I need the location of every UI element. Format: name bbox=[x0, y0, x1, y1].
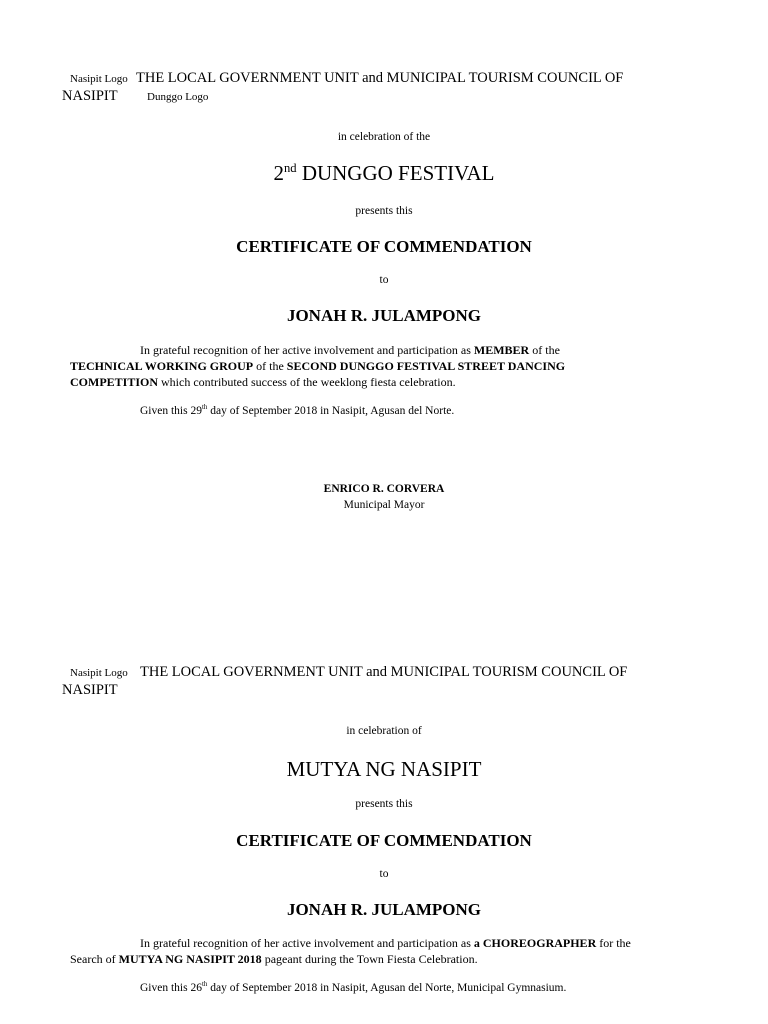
body-bold: a CHOREOGRAPHER bbox=[473, 936, 597, 950]
certificate-title: CERTIFICATE OF COMMENDATION bbox=[236, 831, 532, 850]
body-text: pageant during the Town Fiesta Celebration. bbox=[261, 952, 478, 966]
festival-ordinal-suffix: nd bbox=[283, 161, 297, 175]
body-bold: TECHNICAL WORKING GROUP bbox=[70, 359, 254, 373]
body-paragraph bbox=[70, 342, 670, 390]
body-bold: MEMBER bbox=[473, 343, 530, 357]
given-text: Given this 29 bbox=[140, 405, 202, 417]
header-line-1: THE LOCAL GOVERNMENT UNIT and MUNICIPAL TOURISM COUNCIL OF bbox=[136, 70, 624, 86]
festival-ordinal: 2 bbox=[273, 161, 284, 185]
body-bold: SECOND DUNGGO FESTIVAL STREET DANCING bbox=[286, 359, 566, 373]
signatory-title: Municipal Mayor bbox=[343, 499, 425, 511]
presents-line: presents this bbox=[355, 205, 413, 217]
body-text: of the bbox=[529, 343, 560, 357]
to-line: to bbox=[379, 274, 389, 286]
header-line-2: NASIPIT bbox=[62, 682, 118, 698]
body-text: In grateful recognition of her active involvement and participation as bbox=[140, 936, 474, 950]
body-text: of the bbox=[253, 359, 287, 373]
to-line: to bbox=[379, 868, 389, 880]
given-text: Given this 26 bbox=[140, 982, 202, 994]
given-sup: th bbox=[201, 981, 208, 989]
presents-line: presents this bbox=[355, 798, 413, 810]
celebration-line: in celebration of the bbox=[337, 131, 431, 143]
body-paragraph bbox=[70, 935, 700, 967]
given-line bbox=[140, 982, 566, 994]
body-text: In grateful recognition of her active involvement and participation as bbox=[140, 343, 474, 357]
nasipit-logo-placeholder: Nasipit Logo bbox=[70, 73, 128, 85]
celebration-line: in celebration of bbox=[346, 725, 422, 737]
header-line-2: NASIPIT bbox=[62, 88, 118, 104]
given-text: day of September 2018 in Nasipit, Agusan del Norte. bbox=[207, 405, 455, 417]
signatory-name: ENRICO R. CORVERA bbox=[323, 483, 445, 495]
body-text: which contributed success of the weeklong fiesta celebration. bbox=[158, 375, 456, 389]
header-line-1: THE LOCAL GOVERNMENT UNIT and MUNICIPAL TOURISM COUNCIL OF bbox=[140, 664, 628, 680]
nasipit-logo-placeholder: Nasipit Logo bbox=[70, 667, 128, 679]
festival-title: MUTYA NG NASIPIT bbox=[286, 757, 482, 781]
body-bold: MUTYA NG NASIPIT 2018 bbox=[118, 952, 262, 966]
body-bold: COMPETITION bbox=[70, 375, 159, 389]
dunggo-logo-placeholder: Dunggo Logo bbox=[147, 91, 209, 103]
certificate-title: CERTIFICATE OF COMMENDATION bbox=[236, 237, 532, 256]
recipient-name: JONAH R. JULAMPONG bbox=[286, 900, 482, 919]
given-line bbox=[140, 405, 454, 417]
given-sup: th bbox=[201, 404, 208, 412]
festival-name: DUNGGO FESTIVAL bbox=[296, 161, 495, 185]
festival-title bbox=[0, 161, 768, 186]
given-text: day of September 2018 in Nasipit, Agusan del Norte, Municipal Gymnasium. bbox=[207, 982, 567, 994]
body-text: for the bbox=[596, 936, 631, 950]
body-text: Search of bbox=[70, 952, 119, 966]
recipient-name: JONAH R. JULAMPONG bbox=[286, 306, 482, 325]
